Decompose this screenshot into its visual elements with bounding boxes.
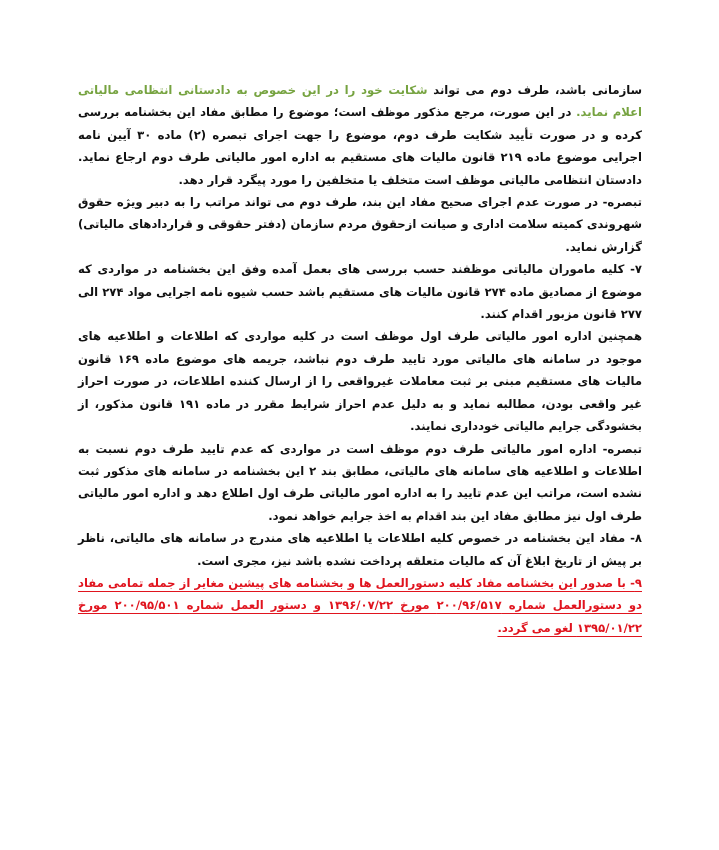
paragraph-note-tax-office: تبصره- اداره امور مالیاتی طرف دوم موظف است در مواردی که عدم تایید طرف دوم نسبت به اطلاعات و اطلاعیه های سامانه های مالیاتی، مطابق بند ۲ این بخشنامه در سامانه های مذکور ثبت نشده است، مراتب این عدم تایید را به اداره امور مالیاتی طرف اول اطلاع دهد و اداره امور مالیاتی طرف اول نیز مطابق مفاد این بند اقدام به اخذ جرایم خواهد نمود. [78, 441, 642, 523]
paragraph-item-8: ۸- مفاد این بخشنامه در خصوص کلیه اطلاعات یا اطلاعیه های مندرج در سامانه های مالیاتی، ناظر بر پیش از تاریخ ابلاغ آن که مالیات متعلقه پرداخت نشده باشد نیز، مجری است. [78, 531, 642, 568]
paragraph-item-9-highlighted: ۹- با صدور این بخشنامه مفاد کلیه دستورالعمل ها و بخشنامه های پیشین مغایر از جمله تمامی مفاد دو دستورالعمل شماره ۲۰۰/۹۶/۵۱۷ مورخ ۱۳۹۶/۰۷/۲۲ و دستور العمل شماره ۲۰۰/۹۵/۵۰۱ مورخ ۱۳۹۵/۰۱/۲۲ لغو می گردد. [78, 575, 642, 635]
highlight-green-text: شکایت خود را در این خصوص به دادستانی انتظامی مالیاتی اعلام نماید. [78, 83, 642, 120]
paragraph-note-citizen-rights: تبصره- در صورت عدم اجرای صحیح مفاد این بند، طرف دوم می تواند مراتب را به دبیر ویژه حقوق شهروندی کمیته سلامت اداری و صیانت ازحقوق مردم سازمان (دفتر حقوقی و قراردادهای مالیاتی) گزارش نماید. [78, 195, 642, 254]
paragraph-item-7-continued: همچنین اداره امور مالیاتی طرف اول موظف است در کلیه مواردی که اطلاعات و اطلاعیه های موجود در سامانه های مالیاتی مورد تایید طرف دوم نباشد، جریمه های موضوع ماده ۱۶۹ قانون مالیات های مستقیم مبنی بر ثبت معاملات غیرواقعی را از ارسال کننده اطلاعات، در صورت احراز غیر واقعی بودن، مطالبه نماید و به دلیل عدم احراز شرایط مقرر در ماده ۱۹۱ قانون مذکور، از بخشودگی جرایم مالیاتی خودداری نمایند. [78, 329, 642, 434]
paragraph-complaint-rest: در این صورت، مرجع مذکور موظف است؛ موضوع را مطابق مفاد این بخشنامه بررسی کرده و در صورت تأیید شکایت طرف دوم، موضوع را جهت اجرای تبصره (۲) ماده ۳۰ آیین نامه اجرایی موضوع ماده ۲۱۹ قانون مالیات های مستقیم به اداره امور مالیاتی طرف دوم ارجاع نماید. دادستان انتظامی مالیاتی موظف است متخلف یا متخلفین را مورد پیگرد قرار دهد. [78, 105, 643, 187]
paragraph-item-7: ۷- کلیه ماموران مالیاتی موظفند حسب بررسی های بعمل آمده وفق این بخشنامه در مواردی که موضوع از مصادیق ماده ۲۷۴ قانون مالیات های مستقیم باشد حسب شیوه نامه اجرایی مواد ۲۷۴ الی ۲۷۷ قانون مزبور اقدام کنند. [78, 262, 643, 322]
paragraph-complaint [78, 79, 642, 191]
paragraph-complaint-intro: سازمانی باشد، طرف دوم می تواند [427, 83, 642, 97]
document-page [78, 79, 642, 639]
